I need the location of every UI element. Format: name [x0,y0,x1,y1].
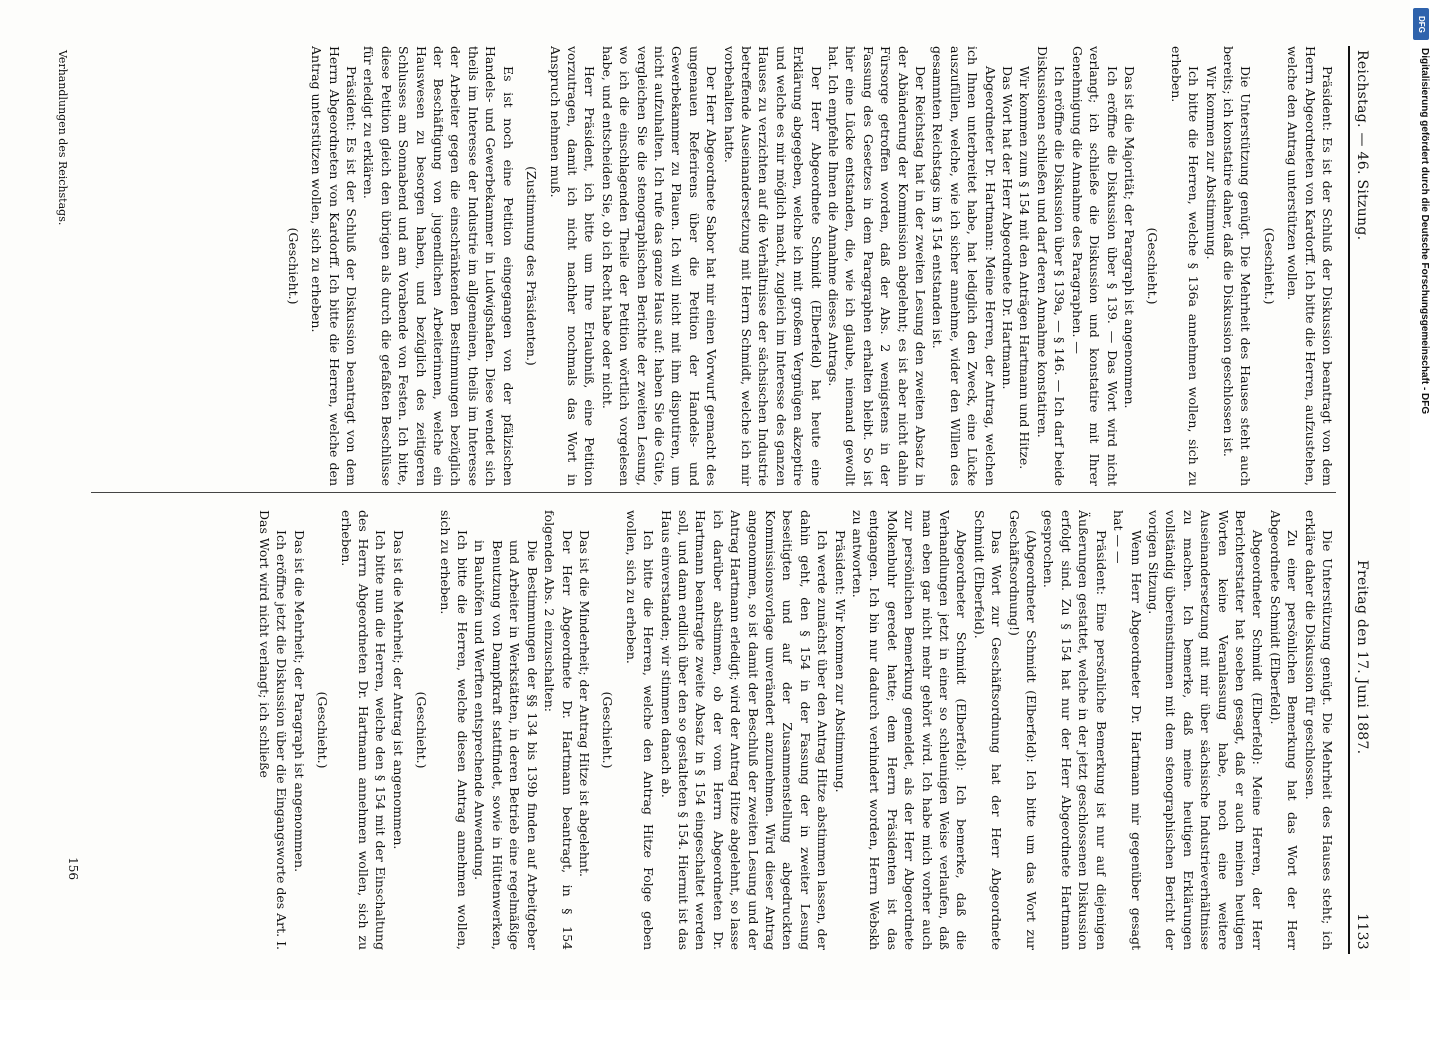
paragraph: Wir kommen zur Abstimmung. [1203,66,1219,260]
paragraph: Präsident: Es ist der Schluß der Diskussion beantragt von dem Herrn Abgeordneten von Kardorff. Ich bitte die Herren, welche den Antrag unterstützen wollen, sich zu erheben. [309,46,360,486]
paragraph: Der Herr Abgeordnete Sabor hat mir einen Vorwurf gemacht des ungenauen Referirens über die Petition der Handels- und Gewerbekammer zu Plauen. Ich will nicht mit ihm disputiren, um nicht aufzuhalten. Ich rufe das ganze Haus auf: haben Sie die Güte, vergleichen Sie die stenographischen Berichte der zweiten Lesung, wo ich die einschlagenden Theile der Petition wörtlich vorgelesen habe, und entscheiden Sie, ob ich Recht habe oder nicht. [599,46,720,486]
paragraph: Ich bitte nun die Herren, welche den § 154 mit der Einschaltung des Herrn Abgeordneten Dr. Hartmann annehmen wollen, sich zu erheben. [338,510,389,950]
paragraph: Das Wort zur Geschäftsordnung hat der Herr Abgeordnete Schmidt (Elberfeld). [971,510,1005,950]
digitization-stamp-text: Digitalisierung gefördert durch die Deutsche Forschungsgemeinschaft - DFG [1419,48,1430,415]
paragraph: Abgeordneter Schmidt (Elberfeld): Ich bemerke, daß die Verhandlungen jetzt in einer so schleunigen Weise verlaufen, daß man eben gar nicht mehr gehört wird. Ich habe mich vorher auch zur persönlichen Bemerkung gemeldet, als der Herr Abgeordnete Molkenbuhr geredet hatte; dem Herrn Präsidenten ist das entgangen. Ich bin nur dadurch verhindert worden, Herrn Webskh zu antworten. [850,510,970,950]
running-header-date: Freitag den 17. Juni 1887. [1354,560,1370,755]
paragraph: Die Unterstützung genügt. Die Mehrheit des Hauses steht auch bereits; ich konstatire daher, daß die Diskussion geschlossen ist. [1220,46,1254,486]
paragraph: Abgeordneter Dr. Hartmann: Meine Herren, der Antrag, welchen ich Ihnen unterbreitet habe, hat lediglich den Zweck, eine Lücke auszufüllen, welche, wie ich sicher annehme, wider den Willen des gesammten Reichstags im § 154 entstanden ist. [930,46,998,486]
running-header-left: Reichstag. — 46. Sitzung. [1354,50,1370,241]
paragraph: Das ist die Minderheit; der Antrag Hitze ist abgelehnt. [576,530,592,878]
paragraph: Ich bitte die Herren, welche § 136a annehmen wollen, sich zu erheben. [1168,46,1202,486]
paragraph: Ich bitte die Herren, welche diesen Antrag annehmen wollen, sich zu erheben. [437,510,471,950]
paragraph: Der Herr Abgeordnete Dr. Hartmann beantragt, in § 154 folgenden Abs. 2 einzuschalten: [542,510,575,950]
paragraph: Das Wort hat der Herr Abgeordnete Dr. Hartmann. [1000,66,1016,390]
document-page [16,0,1416,1000]
paragraph: Das ist die Mehrheit; der Antrag ist angenommen. [390,530,406,850]
stage-direction: (Geschieht.) [315,691,331,769]
paragraph: Der Herr Abgeordnete Schmidt (Elberfeld) hat heute eine Erklärung abgegeben, welche ich mit großem Vergnügen akzeptire und welche es mir möglich macht, zugleich im Interesse des ganzen Hauses zu verzichten auf die Verhältnisse der sächsischen Industrie betreffende Auseinandersetzung mit Herrn Schmidt, welche ich mir vorbehalten hatte. [721,46,824,486]
paragraph: Ich eröffne jetzt die Diskussion über die Eingangsworte des Art. I. Das Wort wird nicht verlangt; ich schließe [257,510,290,950]
paragraph: Ich eröffne die Diskussion über § 139. — Das Wort wird nicht verlangt; ich schließe die Diskussion und konstatire mit Ihrer Genehmigung die Annahme des Paragraphen. — [1069,46,1120,486]
column-divider [91,492,1336,493]
paragraph: Herr Präsident, ich bitte um Ihre Erlaubniß, eine Petition vorzutragen, damit ich nicht nachher nochmals das Wort in Anspruch nehmen muß. [547,46,598,486]
paragraph: (Abgeordneter Schmidt (Elberfeld): Ich bitte um das Wort zur Geschäftsordnung!) [1006,510,1040,950]
dfg-logo-icon: DFG [1413,8,1429,40]
paragraph: Präsident: Wir kommen zur Abstimmung. [832,530,848,793]
footer-note: Verhandlungen des Reichstags. [56,50,69,226]
stage-direction: (Geschieht.) [285,227,301,305]
paragraph: Wenn Herr Abgeordneter Dr. Hartmann mir gegenüber gesagt hat — — [1111,510,1144,950]
paragraph: Die Bestimmungen der §§ 134 bis 139b finden auf Arbeitgeber und Arbeiter in Werkstätten, in deren Betrieb eine regelmäßige Benutzung von Dampfkraft stattfindet, sowie in Hüttenwerken, in Bauhöfen und Werften entsprechende Anwendung. [472,540,540,950]
paragraph: Ich bitte die Herren, welche den Antrag Hitze Folge geben wollen, sich zu erheben. [623,510,657,950]
paragraph: Das ist die Majorität; der Paragraph ist angenommen. [1121,66,1137,409]
paragraph: Abgeordneter Schmidt (Elberfeld): Meine Herren, der Herr Berichterstatter hat soeben gesagt, daß er auch meinen heutigen Worten keine Veranlassung habe, noch eine weitere Auseinandersetzung mit mir über sächsische Industrieverhältnisse zu machen. Ich bemerke, daß meine heutigen Erklärungen vollständig übereinstimmen mit dem stenographischen Bericht der vorigen Sitzung. [1145,510,1266,950]
digitization-stamp [1410,0,1432,1000]
paragraph: Präsident: Es ist der Schluß der Diskussion beantragt von dem Herrn Abgeordneten von Kardorff. Ich bitte die Herren, aufzustehen, welche den Antrag unterstützen wollen. [1285,46,1335,486]
paragraph: Ich werde zunächst über den Antrag Hitze abstimmen lassen, der dahin geht, den § 154 in der Fassung der in zweiter Lesung beseitigten und auf der Zusammenstellung abgedruckten Kommissionsvorlage unverändert anzunehmen. Wird dieser Antrag angenommen, so ist damit der Beschluß der zweiten Lesung und der Antrag Hartmann erledigt; wird der Antrag Hitze abgelehnt, so lasse ich darüber abstimmen, ob der vom Herrn Abgeordneten Dr. Hartmann beantragte zweite Absatz in § 154 eingeschaltet werden soll, und dann endlich über den so gestalteten § 154. Hiermit ist das Haus einverstanden; wir stimmen danach ab. [658,510,831,950]
paragraph: Das ist die Mehrheit; der Paragraph ist angenommen. [291,530,307,873]
paragraph: Es ist noch eine Petition eingegangen von der pfälzischen Handels- und Gewerbekammer in Ludwigshafen. Diese wendet sich theils im Interesse der Industrie im allgemeinen, theils im Interesse der Arbeiter gegen die einschränkenden Bestimmungen bezüglich der Beschäftigung von jugendlichen Arbeiterinnen, welche ein Hauswesen zu besorgen haben, und bezüglich des zeitigeren Schlusses am Sonnabend und am Vorabende von Festen. Ich bitte, diese Petition gleich den übrigen als durch die gefaßten Beschlüsse für erledigt zu erklären. [361,46,516,486]
stage-direction: (Geschieht.) [600,691,616,769]
paragraph: Zu einer persönlichen Bemerkung hat das Wort der Herr Abgeordnete Schmidt (Elberfeld). [1267,510,1301,950]
stage-direction: (Geschieht.) [414,691,430,769]
page-number: 1133 [1354,913,1370,950]
paragraph: Der Reichstag hat in der zweiten Lesung den zweiten Absatz in der Abänderung der Kommission abgelehnt; es ist aber nicht dahin Fürsorge getroffen worden, daß der Abs. 2 wenigstens in der Fassung des Gesetzes in dem Paragraphen erhalten bleibt. So ist hier eine Lücke entstanden, die, wie ich glaube, niemand gewollt hat. Ich empfehle Ihnen die Annahme dieses Antrags. [826,46,929,486]
header-rule [1348,46,1350,954]
stage-direction: (Zustimmung des Präsidenten.) [524,166,540,366]
right-column [86,510,1336,950]
paragraph: Präsident: Eine persönliche Bemerkung ist nur auf diejenigen Äußerungen gestattet, welche in der jetzt geschlossenen Diskussion erfolgt sind. Zu § 154 hat nur der Herr Abgeordnete Hartmann gesprochen. [1041,510,1109,950]
paragraph: Wir kommen zum § 154 mit den Anträgen Hartmann und Hitze. [1017,66,1033,470]
paragraph: Die Unterstützung genügt. Die Mehrheit des Hauses steht; ich erkläre daher die Diskussion für geschlossen. [1302,510,1335,950]
stage-direction: (Geschieht.) [1145,227,1161,305]
sheet-signature: 156 [66,857,80,880]
left-column [86,46,1336,486]
stage-direction: (Geschieht.) [1261,227,1277,305]
paragraph: Ich eröffne die Diskussion über § 139a, — § 146. — Ich darf beide Diskussionen schließen und darf deren Annahme konstatiren. [1034,46,1068,486]
